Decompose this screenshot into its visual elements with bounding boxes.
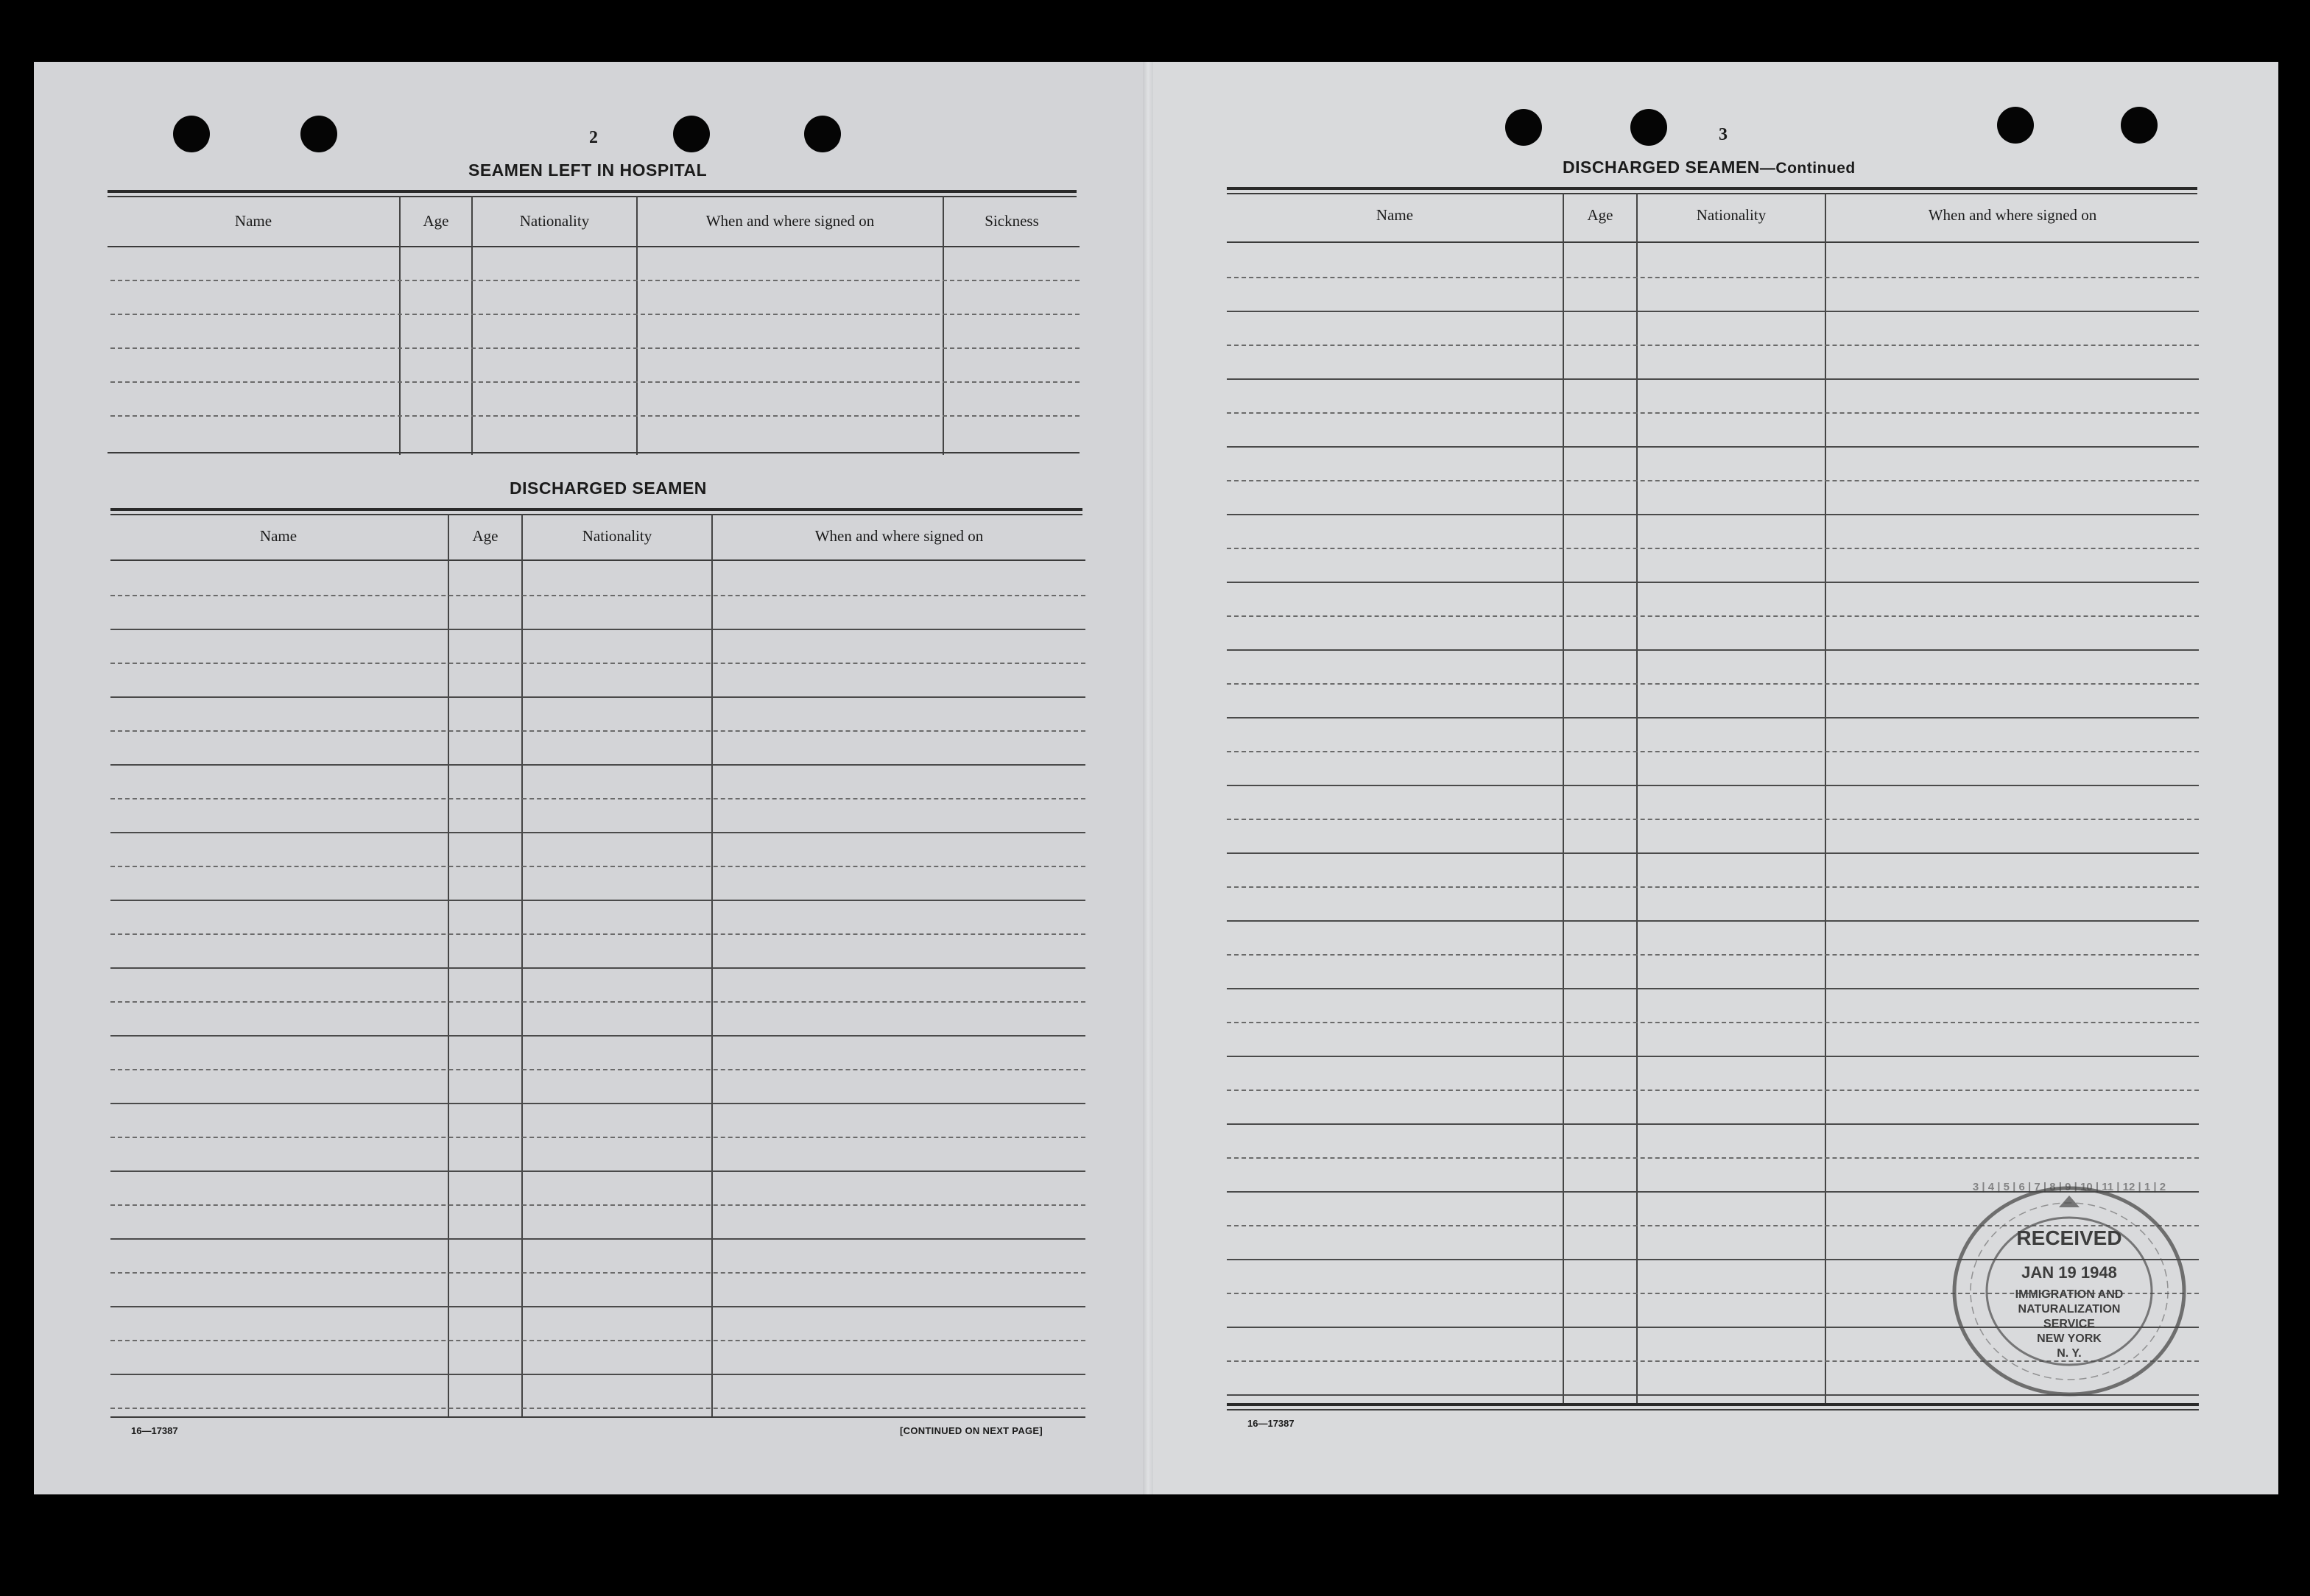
column-divider	[1563, 193, 1564, 1406]
column-header-name: Name	[234, 212, 272, 230]
hospital-section-title: SEAMEN LEFT IN HOSPITAL	[468, 160, 708, 180]
column-divider	[1636, 193, 1638, 1406]
table-row	[110, 933, 1085, 935]
table-row	[1227, 345, 2199, 346]
page-number: 3	[1719, 125, 1728, 144]
stamp-line-5: N. Y.	[2057, 1347, 2082, 1360]
table-row	[1227, 819, 2199, 820]
punch-hole	[804, 116, 841, 152]
table-row	[110, 866, 1085, 867]
continued-suffix: —Continued	[1759, 160, 1856, 177]
table-row	[1227, 988, 2199, 989]
table-row	[1227, 1090, 2199, 1091]
discharged-title-text: DISCHARGED SEAMEN	[1563, 158, 1760, 177]
table-row	[1227, 1123, 2199, 1125]
stamp-line-4: NEW YORK	[2037, 1332, 2102, 1345]
column-header-signed-on: When and where signed on	[705, 212, 875, 230]
table-row	[110, 1408, 1085, 1409]
table-row	[1227, 920, 2199, 922]
received-stamp-text	[1948, 1181, 2190, 1402]
header-rule	[1227, 193, 2197, 194]
table-row	[110, 696, 1085, 698]
table-row	[110, 1204, 1085, 1206]
column-header-rule	[1227, 241, 2199, 243]
table-row	[1227, 1022, 2199, 1023]
form-number: 16—17387	[1247, 1418, 1295, 1429]
column-divider	[711, 514, 713, 1416]
table-bottom-rule	[1227, 1409, 2199, 1410]
column-header-nationality: Nationality	[582, 527, 652, 545]
header-rule	[108, 196, 1077, 197]
table-row	[1227, 1157, 2199, 1159]
discharged-section-title: DISCHARGED SEAMEN	[510, 479, 707, 498]
table-row	[1227, 582, 2199, 583]
column-header-name: Name	[1376, 206, 1414, 224]
stamp-line-2: NATURALIZATION	[2018, 1303, 2121, 1316]
table-row	[110, 1137, 1085, 1138]
table-row	[110, 1272, 1085, 1274]
table-bottom-rule	[1227, 1403, 2199, 1406]
table-row	[110, 663, 1085, 664]
page-gutter	[1143, 62, 1153, 1494]
table-row	[110, 314, 1080, 315]
table-row	[110, 1374, 1085, 1375]
punch-hole	[2121, 107, 2158, 144]
table-row	[110, 900, 1085, 901]
table-row	[1227, 446, 2199, 448]
table-row	[110, 1340, 1085, 1341]
column-header-age: Age	[423, 212, 449, 230]
table-row	[1227, 852, 2199, 854]
punch-hole	[1630, 109, 1667, 146]
table-row	[1227, 311, 2199, 312]
column-header-signed-on: When and where signed on	[814, 527, 984, 545]
table-row	[1227, 514, 2199, 515]
table-row	[110, 798, 1085, 799]
table-row	[110, 1001, 1085, 1003]
table-row	[1227, 785, 2199, 786]
table-row	[1227, 412, 2199, 414]
table-row	[1227, 717, 2199, 718]
table-row	[110, 595, 1085, 596]
discharged-continued-title	[1563, 158, 1856, 177]
table-row	[110, 415, 1080, 417]
stamp-line-1: IMMIGRATION AND	[2015, 1288, 2124, 1301]
table-bottom-rule	[110, 1416, 1085, 1418]
table-row	[1227, 548, 2199, 549]
column-divider	[1825, 193, 1826, 1406]
column-header-name: Name	[259, 527, 297, 545]
header-rule	[110, 508, 1082, 511]
table-row	[110, 967, 1085, 969]
form-number: 16—17387	[131, 1425, 178, 1436]
table-bottom-rule	[108, 452, 1080, 453]
table-row	[110, 1069, 1085, 1070]
punch-hole	[673, 116, 710, 152]
column-header-age: Age	[1587, 206, 1613, 224]
column-divider	[448, 514, 449, 1416]
table-row	[1227, 378, 2199, 380]
left-page	[34, 62, 1149, 1494]
column-header-nationality: Nationality	[519, 212, 590, 230]
column-header-sickness: Sickness	[985, 212, 1039, 230]
table-row	[110, 1238, 1085, 1240]
header-rule	[108, 190, 1077, 193]
header-rule	[1227, 187, 2197, 190]
table-row	[110, 280, 1080, 281]
punch-hole	[1997, 107, 2034, 144]
table-row	[110, 629, 1085, 630]
table-row	[1227, 683, 2199, 685]
continued-note: [CONTINUED ON NEXT PAGE]	[900, 1425, 1043, 1436]
header-rule	[110, 514, 1082, 515]
table-row	[110, 1170, 1085, 1172]
table-row	[1227, 954, 2199, 956]
page-number: 2	[589, 128, 598, 147]
column-header-nationality: Nationality	[1696, 206, 1767, 224]
table-row	[1227, 1056, 2199, 1057]
column-header-age: Age	[472, 527, 499, 545]
column-header-rule	[110, 559, 1085, 561]
table-row	[1227, 277, 2199, 278]
punch-hole	[173, 116, 210, 152]
table-row	[1227, 649, 2199, 651]
table-row	[1227, 480, 2199, 481]
stamp-line-3: SERVICE	[2043, 1318, 2095, 1330]
table-row	[1227, 615, 2199, 617]
table-row	[110, 1306, 1085, 1307]
stamp-heading: RECEIVED	[2016, 1226, 2122, 1249]
stamp-rim-numbers: 3 | 4 | 5 | 6 | 7 | 8 | 9 | 10 | 11 | 12 | 1 | 2	[1972, 1181, 2166, 1193]
punch-hole	[1505, 109, 1542, 146]
column-header-signed-on: When and where signed on	[1928, 206, 2097, 224]
table-row	[110, 730, 1085, 732]
column-divider	[521, 514, 523, 1416]
table-row	[1227, 886, 2199, 888]
column-header-rule	[108, 246, 1080, 247]
table-row	[1227, 751, 2199, 752]
stamp-date: JAN 19 1948	[2021, 1263, 2117, 1282]
table-row	[110, 381, 1080, 383]
table-row	[110, 764, 1085, 766]
punch-hole	[300, 116, 337, 152]
table-row	[110, 347, 1080, 349]
table-row	[110, 832, 1085, 833]
table-row	[110, 1035, 1085, 1037]
table-row	[110, 1103, 1085, 1104]
